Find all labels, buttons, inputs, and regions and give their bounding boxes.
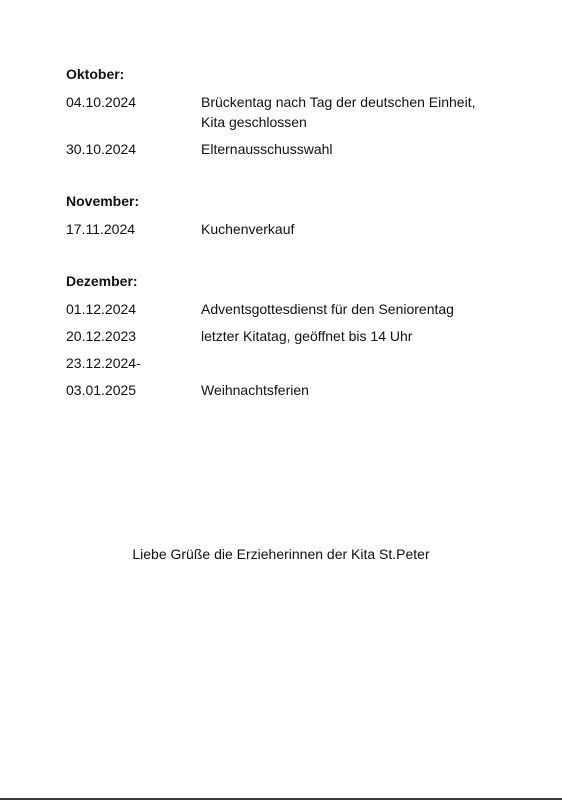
calendar-row xyxy=(66,353,526,373)
section-oktober xyxy=(66,64,526,159)
entry-description: Adventsgottesdienst für den Seniorentag xyxy=(201,301,454,317)
month-heading: November: xyxy=(66,193,140,209)
entry-date: 03.01.2025 xyxy=(66,382,137,398)
entry-description: Kuchenverkauf xyxy=(201,221,295,237)
calendar-row xyxy=(66,92,526,132)
entry-date: 30.10.2024 xyxy=(66,141,137,157)
entry-date: 17.11.2024 xyxy=(66,221,136,237)
calendar-row xyxy=(66,299,526,319)
section-dezember xyxy=(66,271,526,400)
section-spacer xyxy=(66,166,526,191)
calendar-row xyxy=(66,139,526,159)
calendar-row xyxy=(66,219,526,239)
calendar-row xyxy=(66,380,526,400)
month-heading: Dezember: xyxy=(66,273,138,289)
entry-date: 04.10.2024 xyxy=(66,94,137,110)
entry-description-line: Brückentag nach Tag der deutschen Einheit, xyxy=(201,94,476,110)
section-november xyxy=(66,191,526,239)
month-heading: Oktober: xyxy=(66,66,125,82)
entry-date: 20.12.2023 xyxy=(66,328,137,344)
calendar-content xyxy=(66,64,526,407)
entry-description xyxy=(201,353,526,373)
entry-description: letzter Kitatag, geöffnet bis 14 Uhr xyxy=(201,328,413,344)
entry-date: 23.12.2024- xyxy=(66,355,141,371)
entry-description-line: Kita geschlossen xyxy=(201,114,307,130)
entry-description xyxy=(201,92,526,132)
entry-description: Weihnachtsferien xyxy=(201,382,309,398)
entry-date: 01.12.2024 xyxy=(66,301,137,317)
closing-greeting: Liebe Grüße die Erzieherinnen der Kita St.Peter xyxy=(132,546,430,562)
calendar-row xyxy=(66,326,526,346)
section-spacer xyxy=(66,246,526,271)
entry-description: Elternausschusswahl xyxy=(201,141,333,157)
